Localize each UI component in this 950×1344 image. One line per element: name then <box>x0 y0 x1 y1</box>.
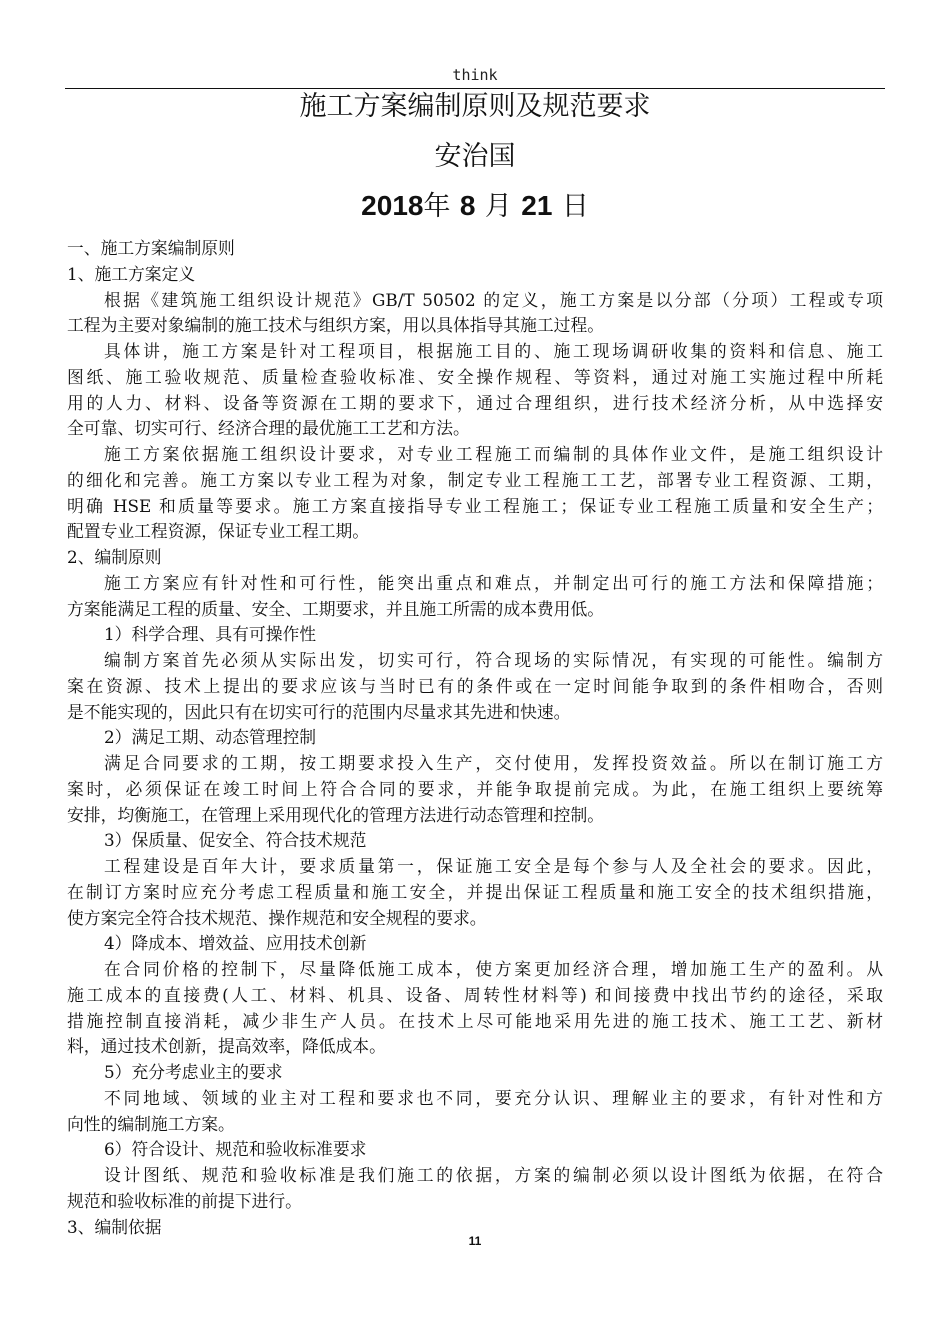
date-day: 21 <box>521 190 553 221</box>
body-line: 措施控制直接消耗，减少非生产人员。在技术上尽可能地采用先进的施工技术、施工工艺、新材 <box>67 1010 883 1031</box>
date-year: 2018 <box>361 190 424 221</box>
body-line: 使方案完全符合技术规范、操作规范和安全规程的要求。 <box>67 907 487 928</box>
document-body <box>67 236 883 1240</box>
body-line: 5）充分考虑业主的要求 <box>104 1062 283 1082</box>
body-line: 6）符合设计、规范和验收标准要求 <box>104 1139 367 1160</box>
date-day-suffix: 日 <box>561 191 589 222</box>
body-line: 1）科学合理、具有可操作性 <box>104 624 317 645</box>
body-line: 3）保质量、促安全、符合技术规范 <box>104 830 367 851</box>
body-line: 施工方案依据施工组织设计要求，对专业工程施工而编制的具体作业文件，是施工组织设计 <box>104 444 883 464</box>
body-line: 施工方案应有针对性和可行性，能突出重点和难点，并制定出可行的施工方法和保障措施； <box>104 572 883 593</box>
header-rule <box>65 88 885 89</box>
body-line: 是不能实现的，因此只有在切实可行的范围内尽量求其先进和快速。 <box>67 701 571 722</box>
body-line: 料，通过技术创新，提高效率，降低成本。 <box>67 1036 386 1057</box>
body-line: 设计图纸、规范和验收标准是我们施工的依据，方案的编制必须以设计图纸为依据，在符合 <box>104 1165 883 1185</box>
body-line: 施工成本的直接费(人工、材料、机具、设备、周转性材料等) 和间接费中找出节约的途径，采取 <box>67 984 883 1005</box>
body-line: 一、施工方案编制原则 <box>67 238 235 258</box>
body-line: 2、编制原则 <box>67 547 162 567</box>
body-line: 规范和验收标准的前提下进行。 <box>67 1190 302 1211</box>
page-number: 11 <box>468 1234 482 1248</box>
body-line: 的细化和完善。施工方案以专业工程为对象，制定专业工程施工工艺，部署专业工程资源、工期， <box>67 469 883 490</box>
body-line: 案在资源、技术上提出的要求应该与当时已有的条件或在一定时间能争取到的条件相吻合，否则 <box>67 675 883 696</box>
body-line: 工程为主要对象编制的施工技术与组织方案，用以具体指导其施工过程。 <box>67 315 605 336</box>
body-line: 方案能满足工程的质量、安全、工期要求，并且施工所需的成本费用低。 <box>67 598 605 619</box>
body-line: 在制订方案时应充分考虑工程质量和施工安全，并提出保证工程质量和施工安全的技术组织措施， <box>67 881 883 902</box>
body-line: 根据《建筑施工组织设计规范》GB/T 50502 的定义，施工方案是以分部（分项）工程或专项 <box>104 289 883 310</box>
body-line: 全可靠、切实可行、经济合理的最优施工工艺和方法。 <box>67 418 470 439</box>
body-line: 向性的编制施工方案。 <box>67 1113 235 1134</box>
body-line: 工程建设是百年大计，要求质量第一，保证施工安全是每个参与人及全社会的要求。因此， <box>104 856 883 876</box>
body-line: 明确 HSE 和质量等要求。施工方案直接指导专业工程施工；保证专业工程施工质量和安全生产； <box>67 495 883 516</box>
document-author: 安治国 <box>434 141 516 172</box>
body-line: 不同地域、领域的业主对工程和要求也不同，要充分认识、理解业主的要求，有针对性和方 <box>104 1087 883 1108</box>
body-line: 用的人力、材料、设备等资源在工期的要求下，通过合理组织，进行技术经济分析，从中选择安 <box>67 392 883 413</box>
body-line: 案时，必须保证在竣工时间上符合合同的要求，并能争取提前完成。为此，在施工组织上要统筹 <box>67 778 883 799</box>
body-line: 满足合同要求的工期，按工期要求投入生产，交付使用，发挥投资效益。所以在制订施工方 <box>104 753 883 773</box>
date-month-suffix: 月 <box>484 191 512 222</box>
body-line: 具体讲，施工方案是针对工程项目，根据施工目的、施工现场调研收集的资料和信息、施工 <box>104 341 883 361</box>
body-line: 1、施工方案定义 <box>67 263 196 284</box>
date-month: 8 <box>459 190 476 221</box>
body-line: 图纸、施工验收规范、质量检查验收标准、安全操作规程、等资料，通过对施工实施过程中所耗 <box>67 366 883 387</box>
body-line: 编制方案首先必须从实际出发，切实可行，符合现场的实际情况，有实现的可能性。编制方 <box>104 650 883 670</box>
page-header-text: think <box>452 66 498 84</box>
body-line: 4）降成本、增效益、应用技术创新 <box>104 933 367 954</box>
body-line: 在合同价格的控制下，尽量降低施工成本，使方案更加经济合理，增加施工生产的盈利。从 <box>104 959 883 979</box>
body-line: 3、编制依据 <box>67 1216 162 1237</box>
body-line: 安排，均衡施工，在管理上采用现代化的管理方法进行动态管理和控制。 <box>67 804 605 825</box>
body-line: 配置专业工程资源，保证专业工程工期。 <box>67 521 370 542</box>
date-year-suffix: 年 <box>423 191 451 222</box>
document-title: 施工方案编制原则及规范要求 <box>299 91 651 122</box>
body-line: 2）满足工期、动态管理控制 <box>104 727 317 748</box>
document-date <box>0 188 950 225</box>
